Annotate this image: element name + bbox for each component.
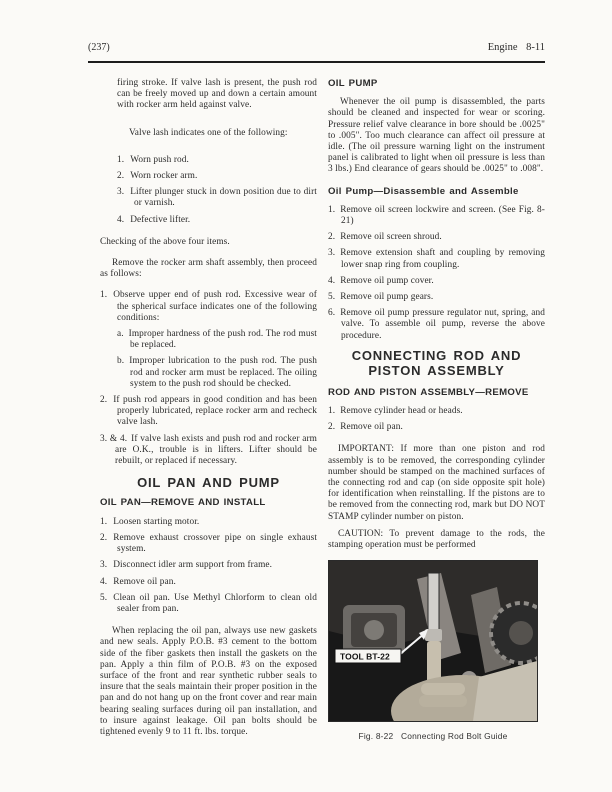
list-item-text: Improper hardness of the push rod. The rod must be replaced. <box>128 329 317 351</box>
list-item <box>100 434 317 468</box>
list-item-number: 4. <box>117 214 125 225</box>
list-item-text: Remove oil pan. <box>340 422 403 433</box>
list-item <box>117 155 317 166</box>
list-item-text: Lifter plunger stuck in down position due to dirt or varnish. <box>130 187 317 209</box>
figure-caption: Fig. 8-22 Connecting Rod Bolt Guide <box>358 731 508 742</box>
header-rule <box>88 61 545 63</box>
list-item-text: Worn rocker arm. <box>130 171 198 182</box>
list-subitem <box>100 356 317 390</box>
paragraph: Valve lash indicates one of the following: <box>129 127 288 138</box>
list-item-number: 3. <box>117 187 125 198</box>
list-item-text: Remove oil pump pressure regulator nut, spring, and valve. To assemble oil pump, reverse the above procedure. <box>340 308 545 341</box>
list-item <box>117 187 317 209</box>
list-item-text: Remove oil screen shroud. <box>340 232 442 243</box>
right-column <box>328 78 545 748</box>
list-item-number: 5. <box>100 592 108 603</box>
list-item-number: a. <box>117 329 124 340</box>
list-item-number: 1. <box>100 516 108 527</box>
section-heading-oil-pan-and-pump: OIL PAN AND PUMP <box>137 475 280 491</box>
subheading-oil-pump: OIL PUMP <box>328 78 378 89</box>
list-item-text: Remove oil pump gears. <box>340 292 434 303</box>
continued-text-block <box>117 78 317 226</box>
left-column <box>100 78 317 748</box>
list-item <box>100 577 317 588</box>
list-item-number: 4. <box>328 275 336 286</box>
list-item-text: Loosen starting motor. <box>113 516 200 527</box>
list-item <box>328 248 545 270</box>
list-item-text: If push rod appears in good condition and has been properly lubricated, replace rocker arm and recheck valve lash. <box>113 395 317 428</box>
list-item <box>328 406 545 417</box>
list-item-number: 2. <box>100 395 108 406</box>
list-item <box>100 290 317 324</box>
content-columns <box>100 78 545 748</box>
tool-label: TOOL BT-22 <box>340 651 390 662</box>
list-item-text: Observe upper end of push rod. Excessive wear of the spherical surface indicates one of the following conditions: <box>113 290 317 323</box>
paragraph: Checking of the above four items. <box>100 236 230 247</box>
paragraph: When replacing the oil pan, always use new gaskets and new seals. Apply P.O.B. #3 cement to the bottom side of the fiber gaskets then install the gaskets on the pan. Apply a thin film of P.O.B. #3 on the exposed surface of the front and rear synthetic rubber seals to insure that the seals maintain their proper position in the pan and do not hang up on the front cover and rear main bearing sealing surfaces during oil pan installation, and to insure against leakage. Oil pan bolts should be tightened evenly 9 to 11 ft. lbs. torque. <box>100 626 317 737</box>
paragraph: Remove the rocker arm shaft assembly, then proceed as follows: <box>100 258 317 280</box>
list-subitem <box>100 329 317 351</box>
list-item-text: Remove exhaust crossover pipe on single exhaust system. <box>113 532 317 555</box>
figure-connecting-rod-bolt-guide <box>328 560 538 742</box>
subheading-oil-pump-disassemble: Oil Pump—Disassemble and Assemble <box>328 185 519 197</box>
list-item-number: 2. <box>117 171 125 182</box>
list-item <box>328 292 545 303</box>
figure-photo <box>328 560 538 722</box>
list-item-number: 1. <box>328 406 336 417</box>
list-item <box>117 171 317 182</box>
list-item <box>328 308 545 342</box>
section-heading-line2: PISTON ASSEMBLY <box>368 362 505 378</box>
section-heading-connecting-rod <box>328 348 545 378</box>
list-item <box>100 517 317 528</box>
list-item-number: 4. <box>100 576 108 587</box>
page-header <box>88 42 545 53</box>
list-item-number: 2. <box>100 532 108 543</box>
list-item-text: Remove extension shaft and coupling by removing lower snap ring from coupling. <box>340 248 545 270</box>
subheading-rod-piston-remove: ROD AND PISTON ASSEMBLY—REMOVE <box>328 386 529 398</box>
list-item-number: b. <box>117 356 125 367</box>
list-item <box>328 422 545 433</box>
list-item-text: Disconnect idler arm support from frame. <box>113 560 273 571</box>
header-section-title: Engine 8-11 <box>487 42 545 53</box>
important-note: IMPORTANT: If more than one piston and rod assembly is to be removed, the corresponding cylinder number should be stamped on the machined surfaces of the connecting rod and cap (on side opposite spit hole) for identification when reinstalling. If the pistons are to be removed from the connecting rod, mark but DO NOT STAMP cylinder number on piston. <box>328 444 545 522</box>
list-item-text: If valve lash exists and push rod and rocker arm are O.K., trouble is in lifters. Lifter should be rebuilt, or replaced if necessary. <box>115 433 317 467</box>
list-item-number: 1. <box>100 290 108 301</box>
list-item-number: 2. <box>328 422 336 433</box>
list-item <box>328 232 545 243</box>
list-item-text: Remove oil pan. <box>113 576 176 587</box>
paragraph: Whenever the oil pump is disassembled, the parts should be cleaned and inspected for wear or scoring. Pressure relief valve clearance in bore should be .0025" to .005". Too much clearance can affect oil pressure at idle. (The oil pressure warning light on the instrument panel is calibrated to light when oil pressure is less than 3 lbs.) End clearance of gears should be .0025" to .008". <box>328 97 545 175</box>
list-item-text: Remove oil screen lockwire and screen. (See Fig. 8-21) <box>340 204 545 227</box>
list-item <box>100 395 317 429</box>
list-item-text: Remove oil pump cover. <box>340 275 434 286</box>
list-item-text: Defective lifter. <box>130 214 191 225</box>
list-item <box>328 205 545 227</box>
list-item <box>328 276 545 287</box>
list-item <box>100 560 317 571</box>
paragraph: firing stroke. If valve lash is present, the push rod can be freely moved up and down a certain amount with rocker arm held against valve. <box>117 78 317 111</box>
section-heading-line1: CONNECTING ROD AND <box>351 347 522 363</box>
list-item-number: 3. & 4. <box>100 433 128 444</box>
list-item-text: Worn push rod. <box>130 154 189 165</box>
list-item-text: Remove cylinder head or heads. <box>340 406 463 417</box>
list-item <box>100 533 317 555</box>
page-number: (237) <box>88 42 110 53</box>
list-item <box>117 215 317 226</box>
list-item-number: 2. <box>328 232 336 243</box>
list-item-text: Improper lubrication to the push rod. The push rod and rocker arm must be replaced. The oiling system to the push rod should be checked. <box>129 356 317 389</box>
list-item-number: 1. <box>117 154 125 165</box>
list-item-number: 1. <box>328 204 336 215</box>
list-item <box>100 593 317 615</box>
list-item-number: 3. <box>328 248 336 259</box>
list-item-text: Clean oil pan. Use Methyl Chlorform to clean old sealer from pan. <box>113 592 317 614</box>
list-item-number: 3. <box>100 560 108 571</box>
list-item-number: 6. <box>328 308 336 319</box>
list-item-number: 5. <box>328 292 336 303</box>
caution-note: CAUTION: To prevent damage to the rods, the stamping operation must be performed <box>328 528 545 551</box>
subheading-oil-pan-remove-install: OIL PAN—REMOVE AND INSTALL <box>100 497 266 509</box>
